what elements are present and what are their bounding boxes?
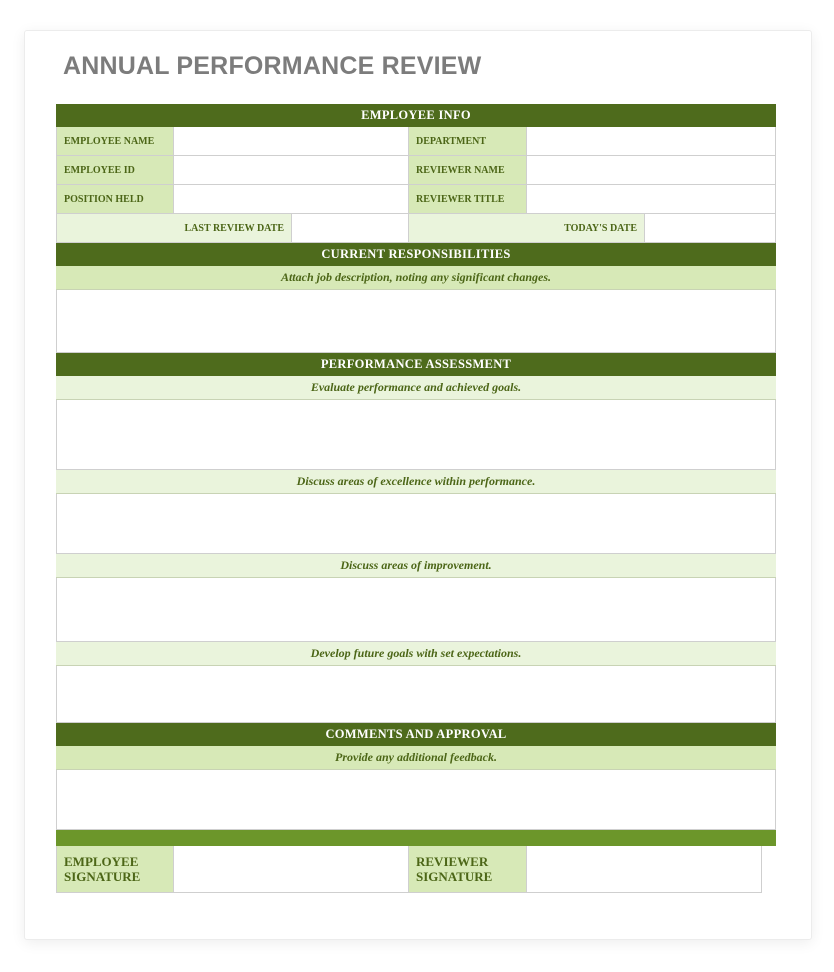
last-review-date-field[interactable] [292,214,409,243]
signature-divider-bar [56,830,776,846]
employee-id-field[interactable] [174,156,409,185]
todays-date-field[interactable] [645,214,776,243]
page-title: ANNUAL PERFORMANCE REVIEW [63,52,482,80]
reviewer-name-label: REVIEWER NAME [409,156,527,185]
employee-signature-field[interactable] [174,846,409,893]
responsibilities-text-area[interactable] [56,290,776,353]
reviewer-signature-label [409,846,527,893]
department-label: DEPARTMENT [409,127,527,156]
performance-assessment-header: PERFORMANCE ASSESSMENT [56,353,776,376]
employee-signature-label [56,846,174,893]
responsibilities-instruction: Attach job description, noting any significant changes. [56,266,776,290]
position-held-field[interactable] [174,185,409,214]
reviewer-signature-field[interactable] [527,846,762,893]
comments-text-area[interactable] [56,770,776,830]
employee-id-label: EMPLOYEE ID [56,156,174,185]
reviewer-title-label: REVIEWER TITLE [409,185,527,214]
future-goals-text-area[interactable] [56,666,776,723]
employee-info-header: EMPLOYEE INFO [56,104,776,127]
employee-name-label: EMPLOYEE NAME [56,127,174,156]
employee-name-field[interactable] [174,127,409,156]
future-goals-instruction: Develop future goals with set expectations. [56,642,776,666]
employee-signature-label-line1: EMPLOYEE [64,854,139,869]
evaluate-text-area[interactable] [56,400,776,470]
reviewer-name-field[interactable] [527,156,776,185]
reviewer-signature-label-line2: SIGNATURE [416,869,493,884]
department-field[interactable] [527,127,776,156]
evaluate-instruction: Evaluate performance and achieved goals. [56,376,776,400]
reviewer-title-field[interactable] [527,185,776,214]
employee-signature-label-line2: SIGNATURE [64,869,141,884]
current-responsibilities-header: CURRENT RESPONSIBILITIES [56,243,776,266]
reviewer-signature-label-line1: REVIEWER [416,854,489,869]
position-held-label: POSITION HELD [56,185,174,214]
excellence-text-area[interactable] [56,494,776,554]
todays-date-label: TODAY'S DATE [409,214,645,243]
comments-approval-header: COMMENTS AND APPROVAL [56,723,776,746]
improvement-instruction: Discuss areas of improvement. [56,554,776,578]
last-review-date-label: LAST REVIEW DATE [56,214,292,243]
excellence-instruction: Discuss areas of excellence within performance. [56,470,776,494]
comments-instruction: Provide any additional feedback. [56,746,776,770]
improvement-text-area[interactable] [56,578,776,642]
